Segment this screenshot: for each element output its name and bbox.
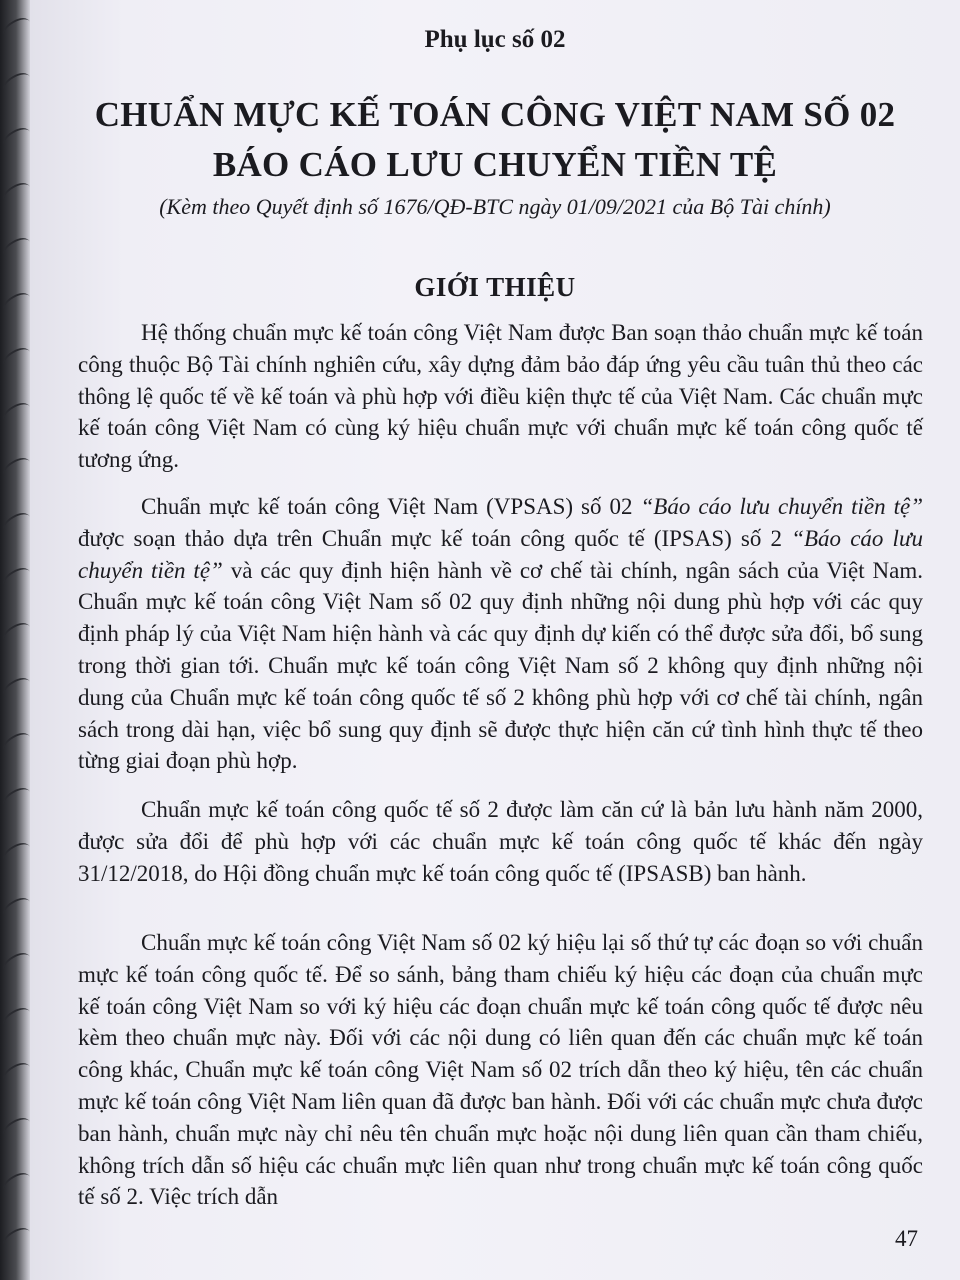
document-title [30, 90, 960, 190]
decision-reference: (Kèm theo Quyết định số 1676/QĐ-BTC ngày 01/09/2021 của Bộ Tài chính) [159, 194, 831, 219]
paragraph-2-text: Chuẩn mực kế toán công Việt Nam (VPSAS) số 02 [141, 494, 641, 519]
paragraph-2-quote: “Báo cáo lưu chuyển tiền tệ” [640, 494, 923, 519]
paragraph-2-text: được soạn thảo dựa trên Chuẩn mực kế toán công quốc tế (IPSAS) số 2 [78, 525, 792, 551]
title-line-1: CHUẨN MỰC KẾ TOÁN CÔNG VIỆT NAM SỐ 02 [94, 95, 896, 134]
page-number: 47 [895, 1226, 918, 1251]
paragraph-2-text: và các quy định hiện hành về cơ chế tài chính, ngân sách của Việt Nam. Chuẩn mực kế toán công Việt Nam số 02 quy định những nội dung phù hợp với các quy định pháp lý của Việt Nam hiện hành và các quy định dự kiến có thể được sửa đổi, bổ sung trong thời gian tới. Chuẩn mực kế toán công Việt Nam số 2 không quy định những nội dung của Chuẩn mực kế toán công quốc tế số 2 không phù hợp với cơ chế tài chính, ngân sách trong dài hạn, việc bổ sung quy định sẽ được thực hiện căn cứ tình hình thực tế theo từng giai đoạn phù hợp. [78, 557, 923, 774]
paragraph-3: Chuẩn mực kế toán công quốc tế số 2 được làm căn cứ là bản lưu hành năm 2000, được sửa đổi để phù hợp với các chuẩn mực kế toán công quốc tế khác đến ngày 31/12/2018, do Hội đồng chuẩn mực kế toán công quốc tế (IPSASB) ban hành. [78, 797, 923, 886]
title-line-2: BÁO CÁO LƯU CHUYỂN TIỀN TỆ [212, 145, 778, 184]
paragraph-2-quote: “Báo cáo lưu chuyển tiền tệ” [78, 525, 923, 583]
paragraph-1: Hệ thống chuẩn mực kế toán công Việt Nam được Ban soạn thảo chuẩn mực kế toán công thuộc Bộ Tài chính nghiên cứu, xây dựng đảm bảo đáp ứng yêu cầu tuân thủ theo các thông lệ quốc tế về kế toán và phù hợp với điều kiện thực tế của Việt Nam. Các chuẩn mực kế toán công Việt Nam có cùng ký hiệu chuẩn mực với chuẩn mực kế toán công quốc tế tương ứng. [78, 320, 923, 473]
section-heading: GIỚI THIỆU [414, 272, 576, 302]
paragraph-2 [78, 491, 923, 777]
paragraph-4: Chuẩn mực kế toán công Việt Nam số 02 ký hiệu lại số thứ tự các đoạn so với chuẩn mực kế toán công quốc tế. Để so sánh, bảng tham chiếu ký hiệu các đoạn của chuẩn mực kế toán công Việt Nam so với ký hiệu các đoạn chuẩn mực kế toán công quốc tế được nêu kèm theo chuẩn mực này. Đối với các nội dung có liên quan đến các chuẩn mực kế toán công khác, Chuẩn mực kế toán công Việt Nam số 02 trích dẫn theo ký hiệu, tên các chuẩn mực kế toán công Việt Nam liên quan đã được ban hành. Đối với các chuẩn mực chưa được ban hành, chuẩn mực này chỉ nêu tên chuẩn mực hoặc nội dung liên quan cần tham chiếu, không trích dẫn số hiệu các chuẩn mực liên quan như trong chuẩn mực kế toán công quốc tế số 2. Việc trích dẫn [78, 930, 923, 1210]
document-page [30, 0, 960, 1280]
appendix-label: Phụ lục số 02 [424, 26, 566, 53]
